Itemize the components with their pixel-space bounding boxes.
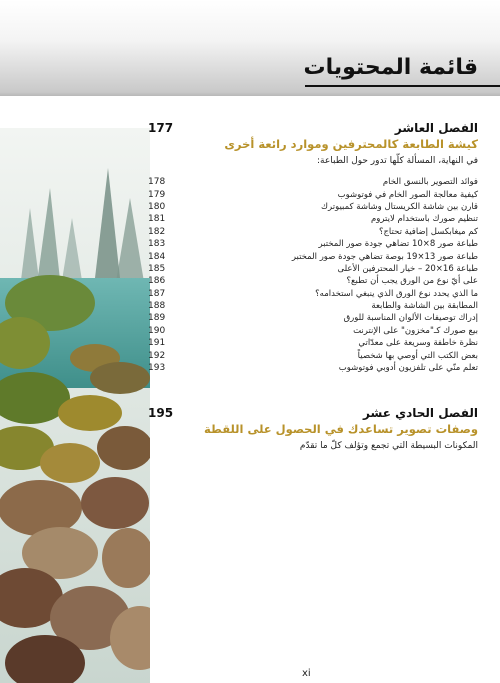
toc-entry[interactable] <box>148 213 478 225</box>
toc-entry[interactable] <box>148 250 478 262</box>
toc-entry-page: 180 <box>148 201 166 212</box>
chapter-eleven-header <box>148 406 478 420</box>
chapter-ten-header <box>148 121 478 135</box>
toc-entry-title: نظرة خاطفة وسريعة على معدّاتي <box>358 338 478 349</box>
toc-entry-title: على أيّ نوع من الورق يجب أن تطبع؟ <box>346 276 478 287</box>
toc-entry-title: كم ميغابكسل إضافية تحتاج؟ <box>378 226 478 237</box>
toc-entry-page: 188 <box>148 301 166 312</box>
toc-entry-title: بيع صورك كـ"مخزون" على الإنترنت <box>353 325 478 336</box>
toc-entry[interactable] <box>148 275 478 287</box>
toc-entry-page: 193 <box>148 363 166 374</box>
toc-list <box>148 176 478 374</box>
rocky-shore-photo <box>0 128 150 683</box>
toc-entry-page: 190 <box>148 325 166 336</box>
toc-entry-page: 191 <box>148 338 166 349</box>
toc-entry-page: 179 <box>148 189 166 200</box>
toc-entry[interactable] <box>148 300 478 312</box>
toc-entry[interactable] <box>148 238 478 250</box>
chapter-subtitle: كيشة الطابعة كالمحترفين وموارد رائعة أخرى <box>224 137 478 151</box>
toc-entry-page: 184 <box>148 251 166 262</box>
toc-entry-page: 182 <box>148 226 166 237</box>
chapter-intro: في النهاية، المسألة كلّها تدور حول الطباعة: <box>317 156 478 166</box>
page-title: قائمة المحتويات <box>303 55 478 80</box>
toc-entry[interactable] <box>148 312 478 324</box>
toc-entry-page: 189 <box>148 313 166 324</box>
toc-entry-title: تعلم منّي على تلفزيون أدوبي فوتوشوب <box>338 363 478 374</box>
toc-entry[interactable] <box>148 226 478 238</box>
folio-page-number: xi <box>302 668 311 679</box>
toc-entry-title: طباعة صور 13×19 بوصة تضاهي جودة صور المختبر <box>291 251 478 262</box>
toc-entry-page: 186 <box>148 276 166 287</box>
chapter-page-number: 195 <box>148 406 174 420</box>
toc-entry[interactable] <box>148 201 478 213</box>
toc-entry-title: بعض الكتب التي أوصي بها شخصياً <box>357 350 478 361</box>
toc-entry-page: 185 <box>148 263 166 274</box>
chapter-ten <box>148 121 478 374</box>
toc-entry-title: كيفية معالجة الصور الخام في فوتوشوب <box>337 189 478 200</box>
toc-entry[interactable] <box>148 337 478 349</box>
toc-entry[interactable] <box>148 362 478 374</box>
header-rule <box>305 85 500 87</box>
toc-entry-title: فوائد التصوير بالنسق الخام <box>382 177 478 188</box>
toc-entry-page: 192 <box>148 350 166 361</box>
toc-entry-page: 187 <box>148 288 166 299</box>
toc-entry[interactable] <box>148 176 478 188</box>
toc-entry-title: ما الذي يحدد نوع الورق الذي ينبغي استخدامه؟ <box>315 288 478 299</box>
chapter-page-number: 177 <box>148 121 174 135</box>
toc-entry-title: طباعة 16×20 – خيار المحترفين الأعلى <box>337 263 478 274</box>
toc-entry[interactable] <box>148 263 478 275</box>
toc-entry[interactable] <box>148 188 478 200</box>
chapter-title: الفصل الحادي عشر <box>363 406 478 420</box>
toc-entry[interactable] <box>148 288 478 300</box>
toc-entry-title: إدراك توصيفات الألوان المناسبة للورق <box>343 313 478 324</box>
chapter-subtitle: وصفات تصوير تساعدك في الحصول على اللقطة <box>204 422 478 436</box>
toc-entry-title: المطابقة بين الشاشة والطابعة <box>371 301 478 312</box>
toc-entry-title: طباعة صور 8×10 تضاهي جودة صور المختبر <box>318 239 478 250</box>
toc-entry[interactable] <box>148 325 478 337</box>
toc-entry-page: 178 <box>148 177 166 188</box>
toc-entry[interactable] <box>148 349 478 361</box>
toc-entry-page: 181 <box>148 214 166 225</box>
header-band <box>0 0 500 96</box>
chapter-intro: المكونات البسيطة التي تجمع وتؤلف كلّ ما تقدّم <box>299 441 478 451</box>
toc-entry-title: تنظيم صورك باستخدام لايتروم <box>370 214 478 225</box>
chapter-title: الفصل العاشر <box>394 121 478 135</box>
toc-entry-page: 183 <box>148 239 166 250</box>
chapter-eleven <box>148 406 478 451</box>
toc-entry-title: قارن بين شاشة الكريستال وشاشة كمبيوترك <box>321 201 478 212</box>
